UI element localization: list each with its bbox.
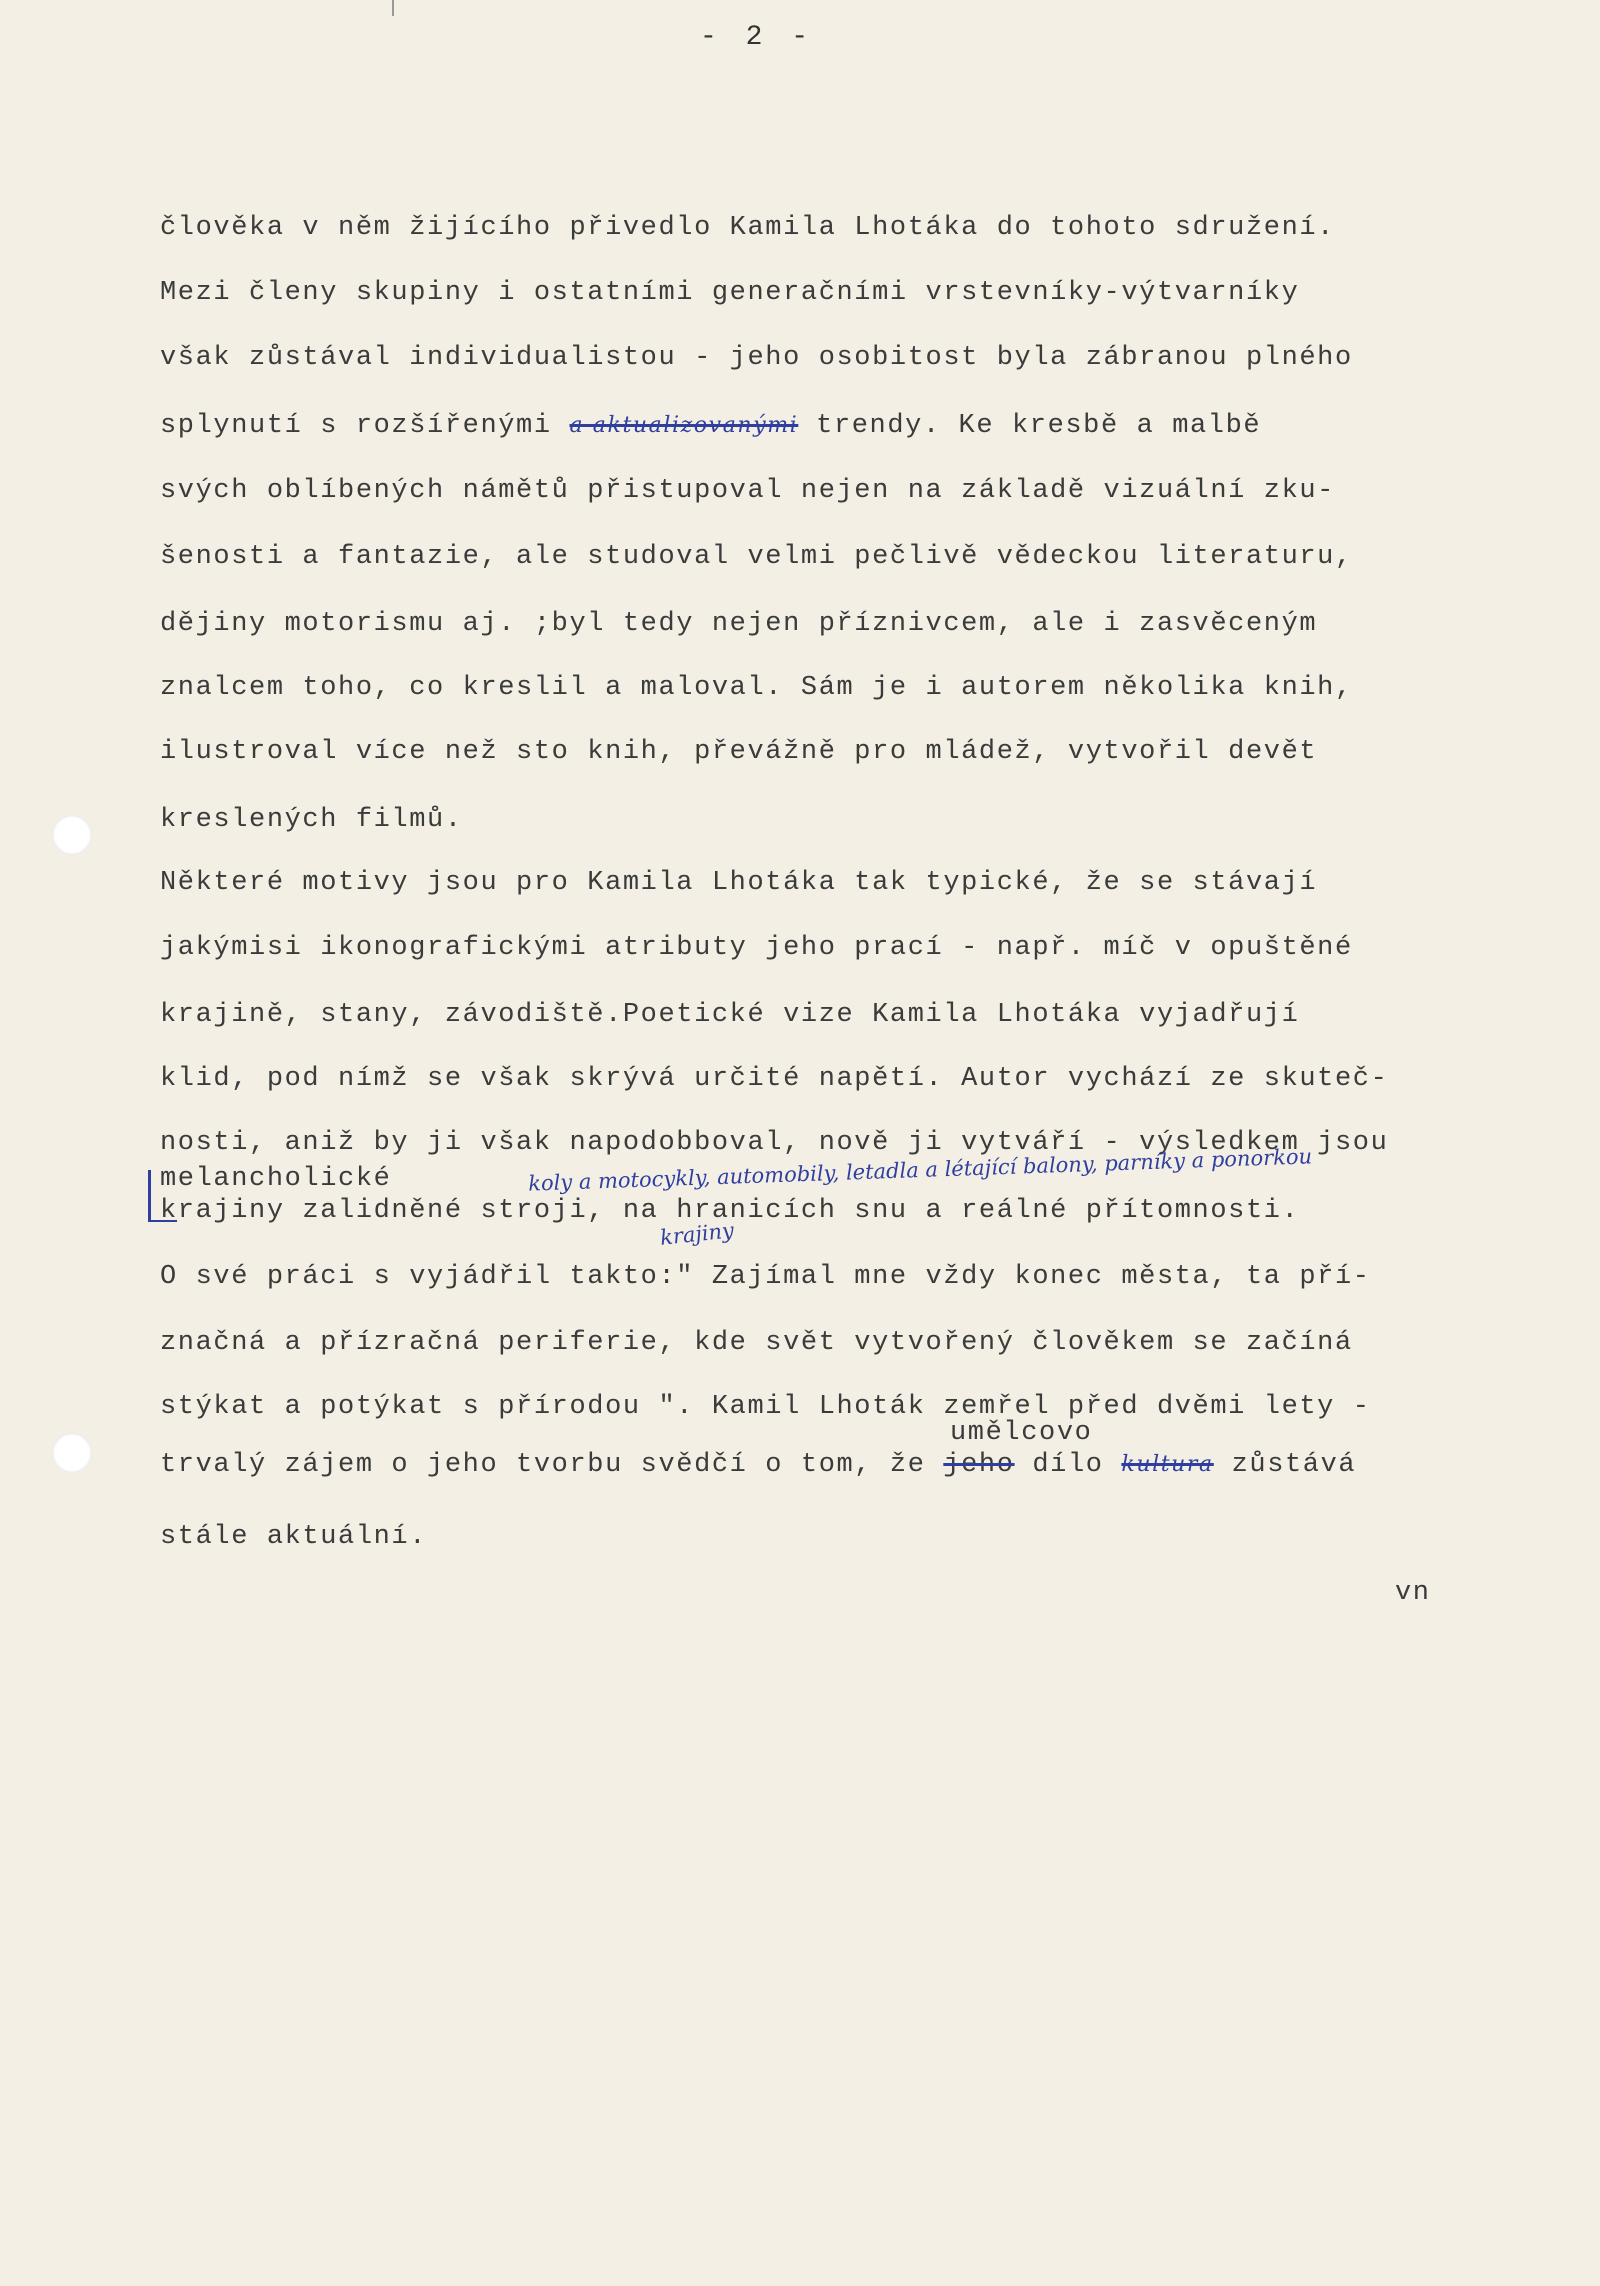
author-initials: vn: [1395, 1578, 1431, 1608]
handwritten-insert: krajiny: [658, 1218, 735, 1250]
page-number: - 2 -: [700, 22, 815, 53]
text-line: nosti, aniž by ji však napodobboval, nově ji vytváří - výsledkem jsou: [160, 1128, 1389, 1158]
handwritten-insert: koly a motocykly, automobily, letadla a létající balony, parníky a ponorkou: [527, 1144, 1313, 1196]
text-line: stále aktuální.: [160, 1522, 428, 1552]
text-fragment: dílo: [1032, 1450, 1104, 1480]
text-line: dějiny motorismu aj. ;byl tedy nejen příznivcem, ale i zasvěceným: [160, 609, 1318, 639]
text-line: svých oblíbených námětů přistupoval nejen na základě vizuální zku-: [160, 476, 1335, 506]
struck-text: a aktualizovanými: [569, 413, 799, 438]
text-line: krajiny zalidněné stroji, na hranicích snu a reálné přítomnosti.: [160, 1196, 1300, 1226]
text-line: jakýmisi ikonografickými atributy jeho prací - např. míč v opuštěné: [160, 933, 1353, 963]
text-line: však zůstával individualistou - jeho osobitost byla zábranou plného: [160, 343, 1353, 373]
text-line: O své práci s vyjádřil takto:" Zajímal mne vždy konec města, ta pří-: [160, 1262, 1371, 1292]
text-line: šenosti a fantazie, ale studoval velmi pečlivě vědeckou literaturu,: [160, 542, 1353, 572]
typed-insert: umělcovo: [950, 1418, 1093, 1448]
text-line: klid, pod nímž se však skrývá určité napětí. Autor vychází ze skuteč-: [160, 1064, 1389, 1094]
punch-hole: [52, 1433, 92, 1473]
text-fragment: splynutí s rozšířenými: [160, 411, 552, 441]
paper-mark: [392, 0, 394, 16]
text-line: [160, 1450, 1356, 1480]
punch-hole: [52, 815, 92, 855]
struck-text: kultura: [1121, 1452, 1214, 1477]
text-fragment: zůstává: [1231, 1450, 1357, 1480]
text-line: Některé motivy jsou pro Kamila Lhotáka tak typické, že se stávají: [160, 868, 1318, 898]
text-line: krajině, stany, závodiště.Poetické vize Kamila Lhotáka vyjadřují: [160, 1000, 1300, 1030]
text-line: ilustroval více než sto knih, převážně pro mládež, vytvořil devět: [160, 737, 1318, 767]
text-line: stýkat a potýkat s přírodou ". Kamil Lhoták zemřel před dvěmi lety -: [160, 1392, 1371, 1422]
text-fragment: trvalý zájem o jeho tvorbu svědčí o tom, že: [160, 1450, 926, 1480]
text-line: kreslených filmů.: [160, 805, 463, 835]
text-line: znalcem toho, co kreslil a maloval. Sám je i autorem několika knih,: [160, 673, 1353, 703]
struck-text: jeho: [943, 1450, 1015, 1480]
text-line: Mezi členy skupiny i ostatními generačními vrstevníky-výtvarníky: [160, 278, 1300, 308]
text-fragment: trendy. Ke kresbě a malbě: [816, 411, 1262, 441]
text-line: [160, 411, 1261, 441]
text-line: melancholické: [160, 1164, 392, 1194]
text-line: značná a přízračná periferie, kde svět vytvořený člověkem se začíná: [160, 1328, 1353, 1358]
text-line: člověka v něm žijícího přivedlo Kamila Lhotáka do tohoto sdružení.: [160, 213, 1335, 243]
